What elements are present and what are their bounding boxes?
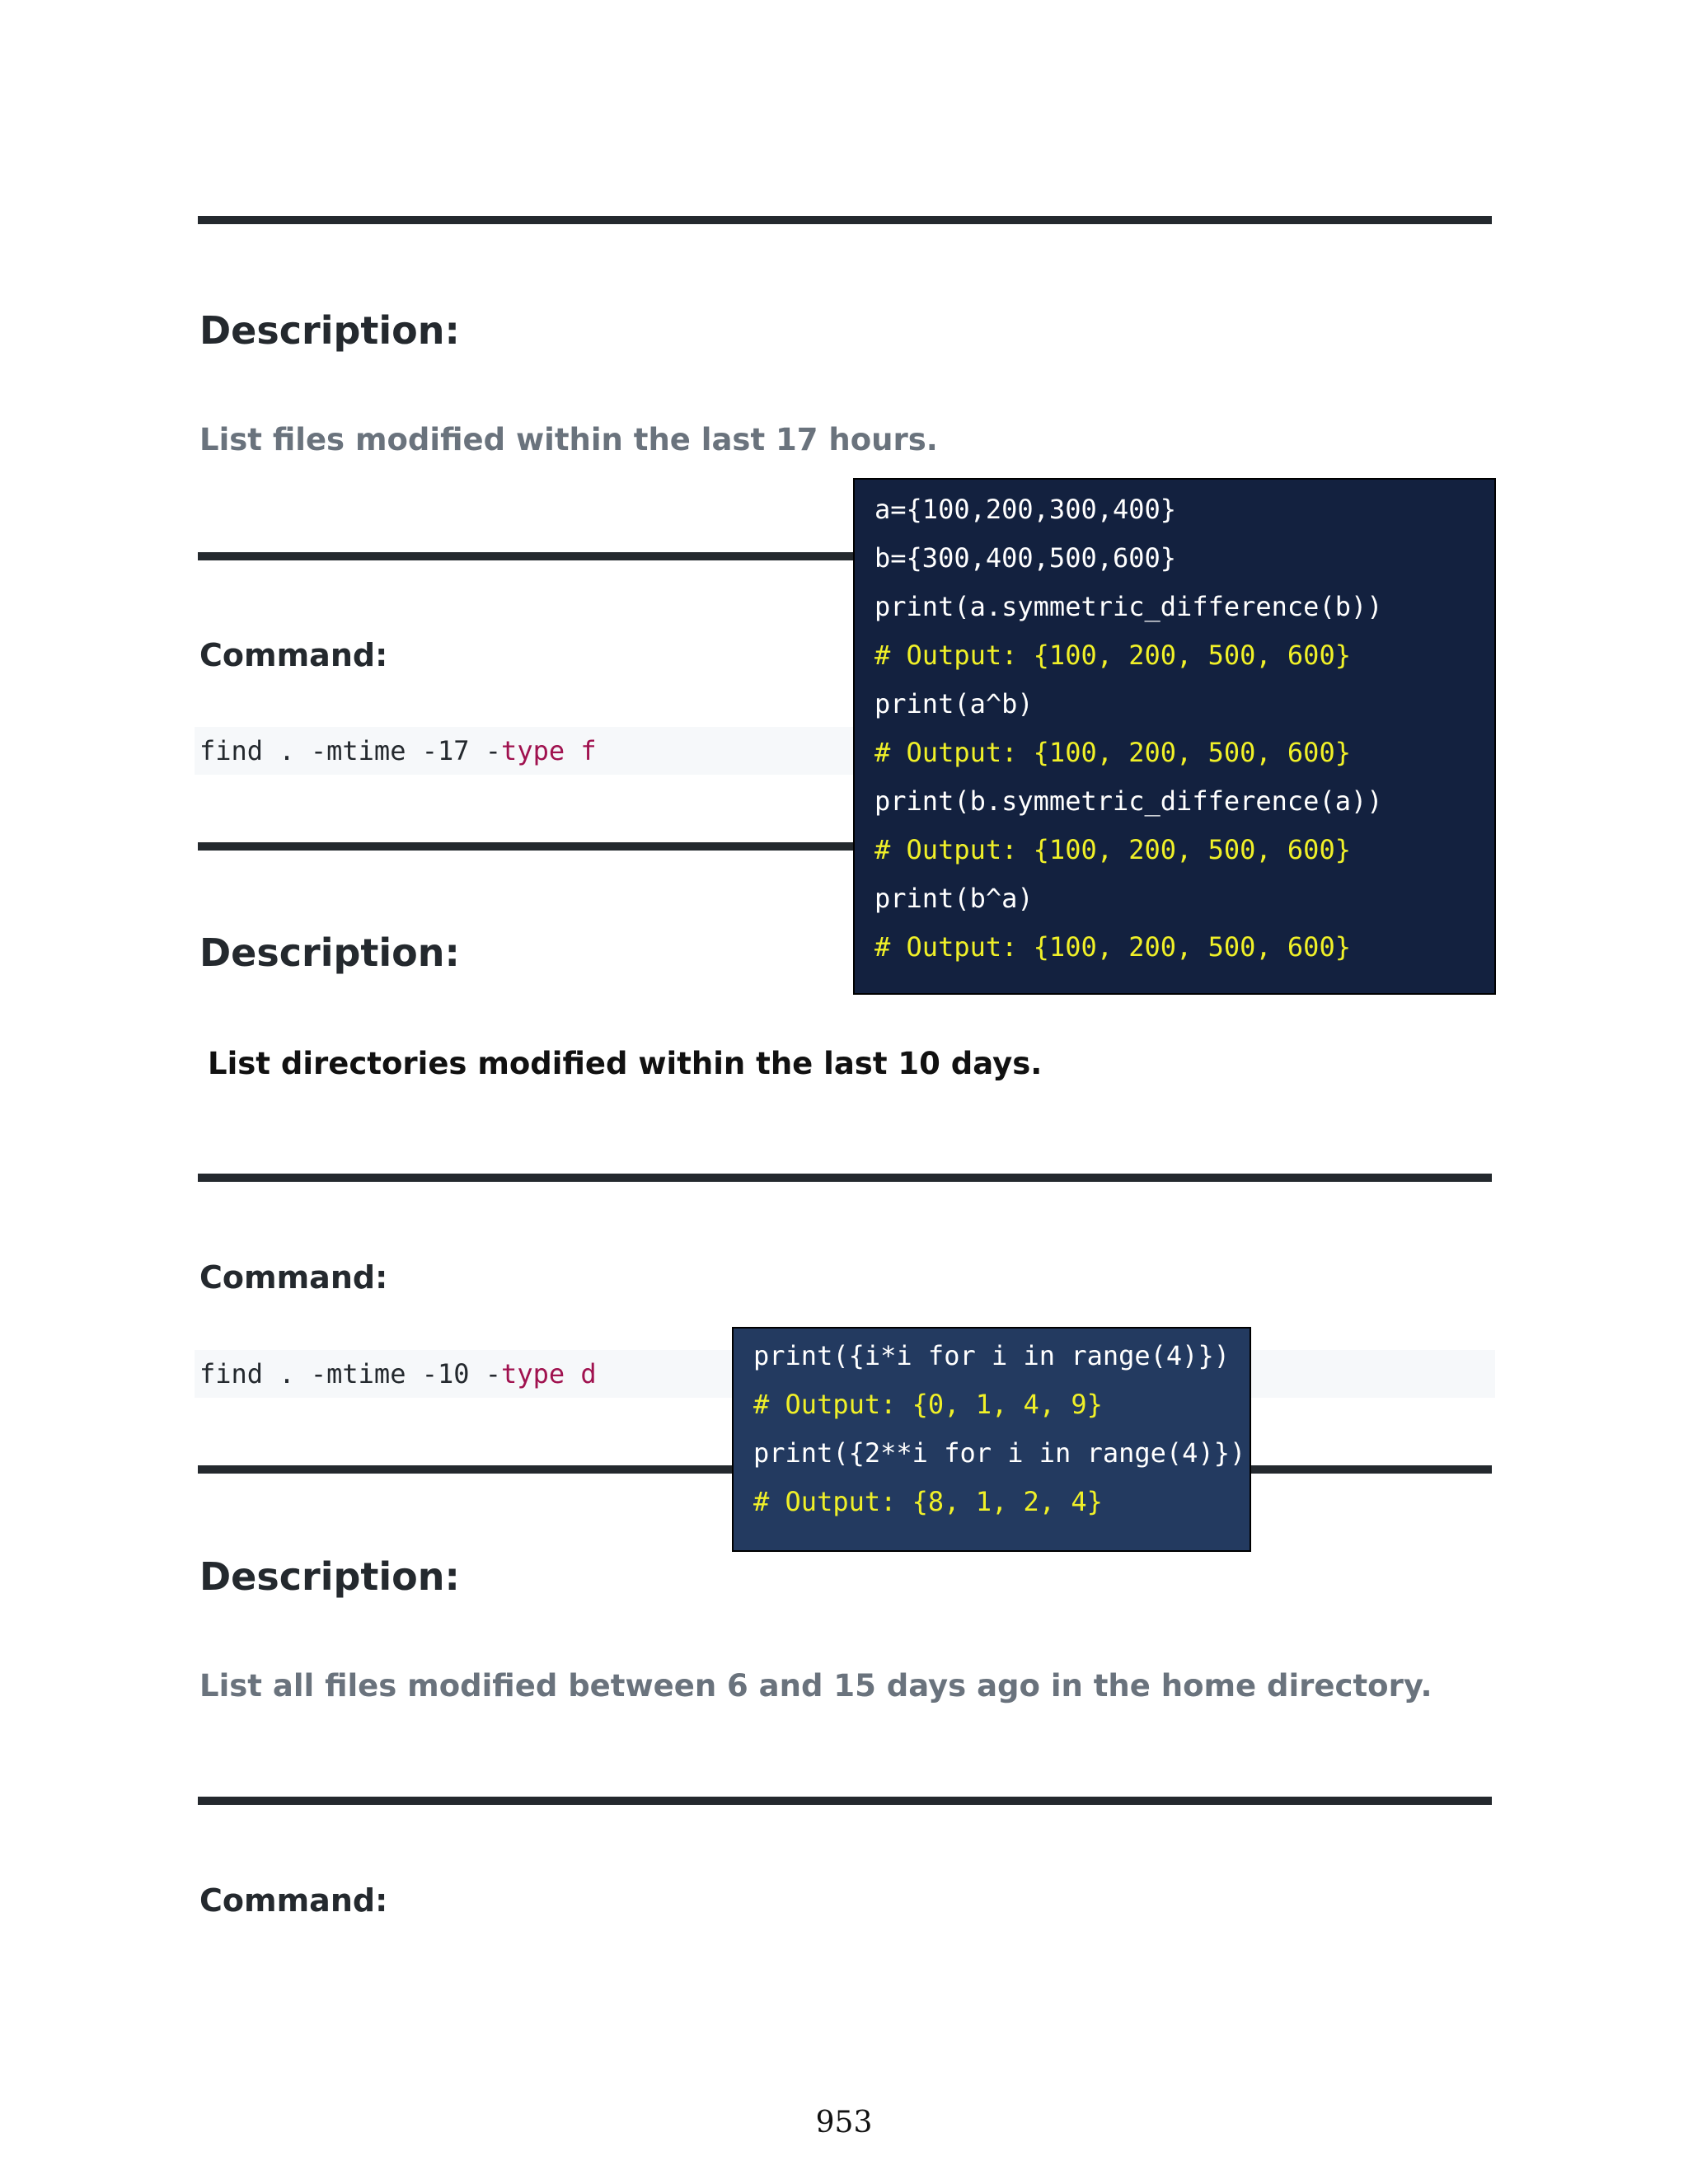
description-heading: Description: bbox=[199, 308, 460, 353]
command-text: find . -mtime -17 - bbox=[199, 735, 502, 766]
code-comment-line: # Output: {100, 200, 500, 600} bbox=[874, 834, 1351, 865]
command-text: find . -mtime -10 - bbox=[199, 1358, 502, 1390]
code-comment-line: # Output: {0, 1, 4, 9} bbox=[753, 1389, 1103, 1420]
description-text: List files modified within the last 17 hours. bbox=[199, 422, 938, 457]
section-divider bbox=[198, 1174, 1492, 1182]
code-line: print(b^a) bbox=[874, 883, 1034, 914]
command-heading: Command: bbox=[199, 1259, 388, 1296]
code-line: a={100,200,300,400} bbox=[874, 494, 1177, 525]
description-heading: Description: bbox=[199, 1554, 460, 1599]
section-divider bbox=[198, 216, 1492, 224]
code-comment-line: # Output: {8, 1, 2, 4} bbox=[753, 1486, 1103, 1517]
code-comment-line: # Output: {100, 200, 500, 600} bbox=[874, 737, 1351, 768]
code-line: print({i*i for i in range(4)}) bbox=[753, 1340, 1230, 1371]
code-snippet-overlay bbox=[732, 1327, 1251, 1552]
code-line: b={300,400,500,600} bbox=[874, 542, 1177, 574]
description-text: List all files modified between 6 and 15 days ago in the home directory. bbox=[199, 1668, 1432, 1704]
description-text: List directories modified within the last 10 days. bbox=[208, 1046, 1043, 1081]
code-line: print({2**i for i in range(4)}) bbox=[753, 1437, 1246, 1469]
code-line: print(a.symmetric_difference(b)) bbox=[874, 591, 1383, 622]
description-heading: Description: bbox=[199, 930, 460, 975]
command-heading: Command: bbox=[199, 1882, 388, 1919]
code-line: print(a^b) bbox=[874, 688, 1034, 719]
section-divider bbox=[198, 1797, 1492, 1805]
code-comment-line: # Output: {100, 200, 500, 600} bbox=[874, 931, 1351, 963]
code-line: print(b.symmetric_difference(a)) bbox=[874, 785, 1383, 817]
code-comment-line: # Output: {100, 200, 500, 600} bbox=[874, 640, 1351, 671]
page-number: 953 bbox=[815, 2106, 873, 2139]
command-keyword: type d bbox=[501, 1358, 597, 1390]
command-keyword: type f bbox=[501, 735, 597, 766]
command-heading: Command: bbox=[199, 637, 388, 673]
code-snippet-overlay bbox=[853, 478, 1496, 995]
